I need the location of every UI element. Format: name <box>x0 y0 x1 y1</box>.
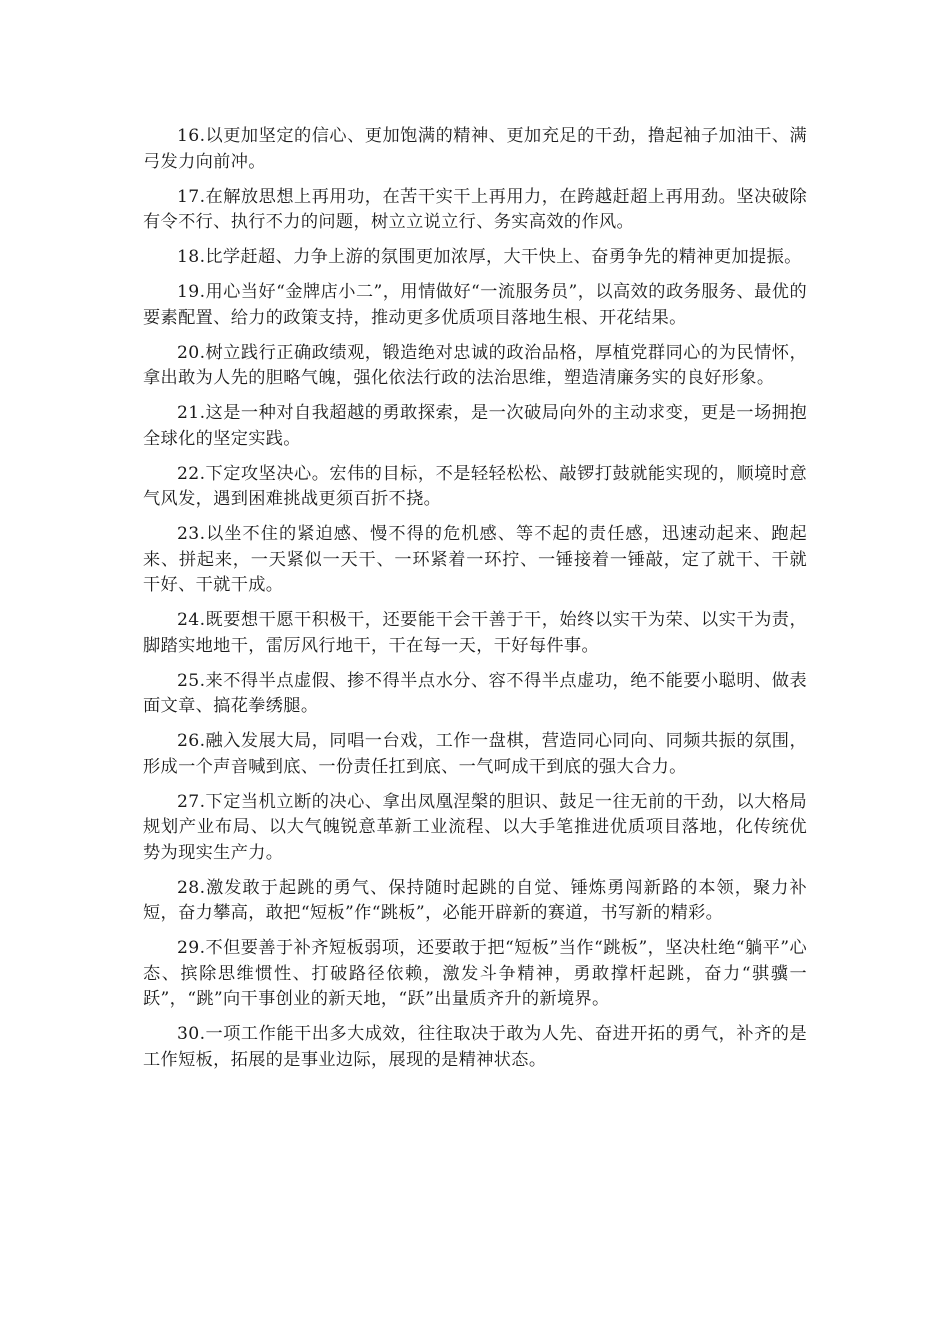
paragraph-30: 30.一项工作能干出多大成效，往往取决于敢为人先、奋进开拓的勇气，补齐的是工作短板，拓展的是事业边际，展现的是精神状态。 <box>143 1024 807 1070</box>
paragraph-29: 29.不但要善于补齐短板弱项，还要敢于把“短板”当作“跳板”，坚决杜绝“躺平”心态、摈除思维惯性、打破路径依赖，激发斗争精神，勇敢撑杆起跳，奋力“骐骥一跃”，“跳”向干事创业的新天地，“跃”出量质齐升的新境界。 <box>143 938 807 1009</box>
document-page <box>143 124 807 1083</box>
paragraph-20: 20.树立践行正确政绩观，锻造绝对忠诚的政治品格，厚植党群同心的为民情怀，拿出敢为人先的胆略气魄，强化依法行政的法治思维，塑造清廉务实的良好形象。 <box>143 342 807 388</box>
paragraph-19: 19.用心当好“金牌店小二”，用情做好“一流服务员”，以高效的政务服务、最优的要素配置、给力的政策支持，推动更多优质项目落地生根、开花结果。 <box>143 282 807 328</box>
paragraph-27: 27.下定当机立断的决心、拿出凤凰涅槃的胆识、鼓足一往无前的干劲，以大格局规划产业布局、以大气魄锐意革新工业流程、以大手笔推进优质项目落地，化传统优势为现实生产力。 <box>143 791 807 863</box>
paragraph-17: 17.在解放思想上再用功，在苦干实干上再用力，在跨越赶超上再用劲。坚决破除有令不行、执行不力的问题，树立立说立行、务实高效的作风。 <box>143 186 807 232</box>
paragraph-18: 18.比学赶超、力争上游的氛围更加浓厚，大干快上、奋勇争先的精神更加提振。 <box>177 247 802 267</box>
paragraph-22: 22.下定攻坚决心。宏伟的目标，不是轻轻松松、敲锣打鼓就能实现的，顺境时意气风发，遇到困难挑战更须百折不挠。 <box>143 463 807 509</box>
paragraph-16: 16.以更加坚定的信心、更加饱满的精神、更加充足的干劲，撸起袖子加油干、满弓发力向前冲。 <box>143 126 807 172</box>
paragraph-23: 23.以坐不住的紧迫感、慢不得的危机感、等不起的责任感，迅速动起来、跑起来、拼起来，一天紧似一天干、一环紧着一环拧、一锤接着一锤敲，定了就干、干就干好、干就干成。 <box>143 524 807 595</box>
paragraph-26: 26.融入发展大局，同唱一台戏，工作一盘棋，营造同心同向、同频共振的氛围，形成一个声音喊到底、一份责任扛到底、一气呵成干到底的强大合力。 <box>143 731 807 777</box>
paragraph-28: 28.激发敢于起跳的勇气、保持随时起跳的自觉、锤炼勇闯新路的本领，聚力补短，奋力攀高，敢把“短板”作“跳板”，必能开辟新的赛道，书写新的精彩。 <box>143 877 807 923</box>
paragraph-24: 24.既要想干愿干积极干，还要能干会干善于干，始终以实干为荣、以实干为责，脚踏实地地干，雷厉风行地干，干在每一天，干好每件事。 <box>143 610 807 656</box>
paragraph-21: 21.这是一种对自我超越的勇敢探索，是一次破局向外的主动求变，更是一场拥抱全球化的坚定实践。 <box>143 403 807 449</box>
paragraph-25: 25.来不得半点虚假、掺不得半点水分、容不得半点虚功，绝不能要小聪明、做表面文章、搞花拳绣腿。 <box>143 670 807 716</box>
